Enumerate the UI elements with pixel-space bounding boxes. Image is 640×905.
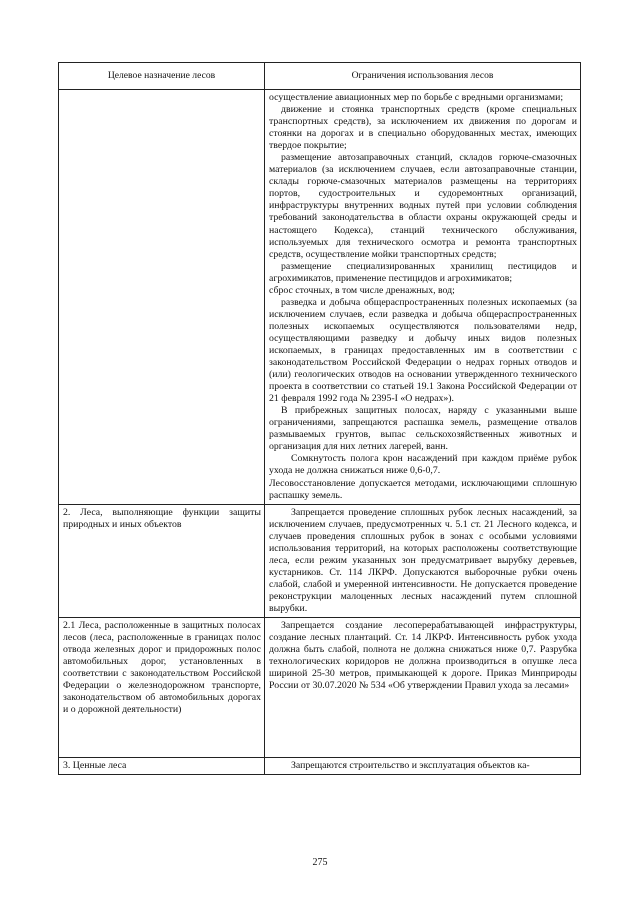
paragraph: Запрещаются строительство и эксплуатация объектов ка- xyxy=(291,760,530,772)
paragraph: Запрещается проведение сплошных рубок лесных насаждений, за исключением случаев, предусмотренных ч. 5.1 ст. 21 Лесного кодекса, и случаев проведения сплошных рубок в зонах с особыми условиями использования территорий, на которых расположены соответствующие леса, если режим указанных зон предусматривает вырубку деревьев, кустарников. Ст. 114 ЛКРФ. Допускаются выборочные рубки очень слабой, слабой и умеренной интенсивности. Не допускается проведение реконструкции малоценных лесных насаждений путем сплошной вырубки. xyxy=(269,506,577,614)
row4-left-cell: 3. Ценные леса xyxy=(59,758,265,775)
row1-right-cell xyxy=(265,90,581,505)
table-header-row xyxy=(59,63,581,90)
paragraph: размещение автозаправочных станций, складов горюче-смазочных материалов (за исключением случаев, если автозаправочные станции, склады горюче-смазочных материалов размещены на территориях портов, судостроительных и судоремонтных организаций, инфраструктуры внутренних водных путей при условии соблюдения требований законодательства в области охраны окружающей среды и настоящего Кодекса), станций технического обслуживания, используемых для технического осмотра и ремонта транспортных средств, осуществление мойки транспортных средств; xyxy=(269,152,577,260)
row2-left-cell: 2. Леса, выполняющие функции защиты природных и иных объектов xyxy=(59,504,265,617)
row3-left-cell: 2.1 Леса, расположенные в защитных полосах лесов (леса, расположенные в границах полос отвода железных дорог и придорожных полос автомобильных дорог, установленных в соответствии с законодательством Российской Федерации о железнодорожном транспорте, законодательством об автомобильных дорогах и о дорожной деятельности) xyxy=(59,618,265,758)
page-number: 275 xyxy=(312,857,328,868)
row3-right-cell xyxy=(265,618,581,758)
table-row xyxy=(59,90,581,505)
paragraph: осуществление авиационных мер по борьбе с вредными организмами; xyxy=(269,92,564,103)
row1-left-cell xyxy=(59,90,265,505)
row4-right-cell xyxy=(265,758,581,775)
table-row xyxy=(59,504,581,617)
paragraph: движение и стоянка транспортных средств (кроме специальных транспортных средств), за исключением их движения по дорогам и стоянки на дорогах и в специально оборудованных местах, имеющих твердое покрытие; xyxy=(269,104,577,152)
restrictions-table xyxy=(58,62,581,775)
header-usage-restrictions: Ограничения использования лесов xyxy=(265,63,581,90)
paragraph: Сомкнутость полога крон насаждений при каждом приёме рубок ухода не должна снижаться ниже 0,6-0,7. xyxy=(269,453,577,477)
paragraph: Запрещается создание лесоперерабатывающей инфраструктуры, создание лесных плантаций. Ст. 14 ЛКРФ. Интенсивность рубок ухода должна быть слабой, полнота не должна снижаться ниже 0,7. Разрубка технологических коридоров не должна производиться в опушке леса шириной 25-30 метров, примыкающей к дороге. Приказ Минприроды России от 30.07.2020 № 534 «Об утверждении Правил ухода за лесами» xyxy=(269,620,577,692)
paragraph: Лесовосстановление допускается методами, исключающими сплошную распашку земель. xyxy=(269,477,577,501)
paragraph: В прибрежных защитных полосах, наряду с указанными выше ограничениями, запрещаются распашка земель, размещение отвалов размываемых грунтов, выпас сельскохозяйственных животных и организация для них летних лагерей, ванн. xyxy=(269,405,577,453)
table-row xyxy=(59,618,581,758)
paragraph: размещение специализированных хранилищ пестицидов и агрохимикатов, применение пестицидов и агрохимикатов; xyxy=(269,260,577,284)
paragraph: разведка и добыча общераспространенных полезных ископаемых (за исключением случаев, если разведка и добыча общераспространенных полезных ископаемых осуществляются пользователями недр, осуществляющими разведку и добычу иных видов полезных ископаемых, в границах предоставленных им в соответствии с законодательством Российской Федерации о недрах горных отводов и (или) геологических отводов на основании утвержденного технического проекта в соответствии со статьей 19.1 Закона Российской Федерации от 21 февраля 1992 года № 2395-I «О недрах»). xyxy=(269,296,577,405)
header-forest-purpose: Целевое назначение лесов xyxy=(59,63,265,90)
row2-right-cell xyxy=(265,504,581,617)
paragraph: сброс сточных, в том числе дренажных, вод; xyxy=(269,284,455,296)
table-row xyxy=(59,758,581,775)
